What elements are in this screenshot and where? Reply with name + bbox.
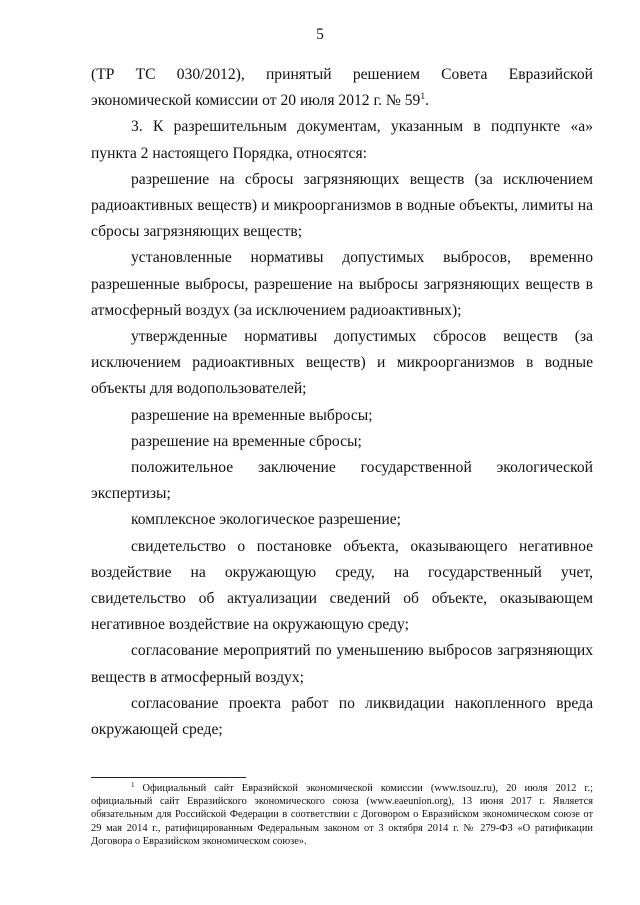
- list-item-discharge-standards: утвержденные нормативы допустимых сбросов веществ (за исключением радиоактивных веществ) и микроорганизмов в водные объекты для водопользователей;: [91, 328, 593, 398]
- list-item-discharge-permit: разрешение на сбросы загрязняющих веществ (за исключением радиоактивных веществ) и микроорганизмов в водные объекты, лимиты на сбросы загрязняющих веществ;: [91, 170, 593, 241]
- list-item-emission-standards: установленные нормативы допустимых выбросов, временно разрешенные выбросы, разрешение на выбросы загрязняющих веществ в атмосферный воздух (за исключением радиоактивных);: [91, 249, 593, 319]
- paragraph-item-3: 3. К разрешительным документам, указанным в подпункте «а» пункта 2 настоящего Порядка, относятся:: [91, 118, 593, 162]
- footnote-mark: 1: [131, 781, 135, 789]
- footnote-reference[interactable]: 1: [420, 92, 426, 103]
- list-item-registration-certificate: свидетельство о постановке объекта, оказывающего негативное воздействие на окружающую среду, на государственный учет, свидетельство об актуализации сведений об объекте, оказывающем негативное воздействие на окружающую среду;: [91, 537, 593, 634]
- footnote-text: Официальный сайт Евразийской экономической комиссии (www.tsouz.ru), 20 июля 2012 г.; официальный сайт Евразийского экономического союза (www.eaeunion.org), 13 июня 2017 г. Является обязательным для Российской Федерации в соответствии с Договором о Евразийском экономическом союзе от 29 мая 2014 г., ратифицированным Федеральным законом от 3 октября 2014 г. № 279-ФЗ «О ратификации Договора о Евразийском экономическом союзе».: [91, 783, 593, 847]
- paragraph-end-punctuation: .: [425, 92, 429, 110]
- list-item-integrated-permit: комплексное экологическое разрешение;: [131, 511, 401, 529]
- footnote: [91, 782, 593, 848]
- list-item-liquidation-project-approval: согласование проекта работ по ликвидации накопленного вреда окружающей среде;: [91, 694, 593, 739]
- footnote-separator: [91, 777, 246, 778]
- list-item-temporary-emissions: разрешение на временные выбросы;: [131, 406, 373, 424]
- paragraph-text: (ТР ТС 030/2012), принятый решением Совета Евразийской экономической комиссии от 20 июля 2012 г. № 59: [91, 66, 593, 110]
- page-number: 5: [316, 26, 324, 43]
- paragraph-continuation: [91, 62, 593, 114]
- list-item-emission-reduction-approval: согласование мероприятий по уменьшению выбросов загрязняющих веществ в атмосферный воздух;: [91, 642, 593, 686]
- list-item-expert-conclusion: положительное заключение государственной экологической экспертизы;: [91, 459, 593, 503]
- document-body: [91, 62, 593, 743]
- list-item-temporary-discharges: разрешение на временные сбросы;: [131, 432, 362, 450]
